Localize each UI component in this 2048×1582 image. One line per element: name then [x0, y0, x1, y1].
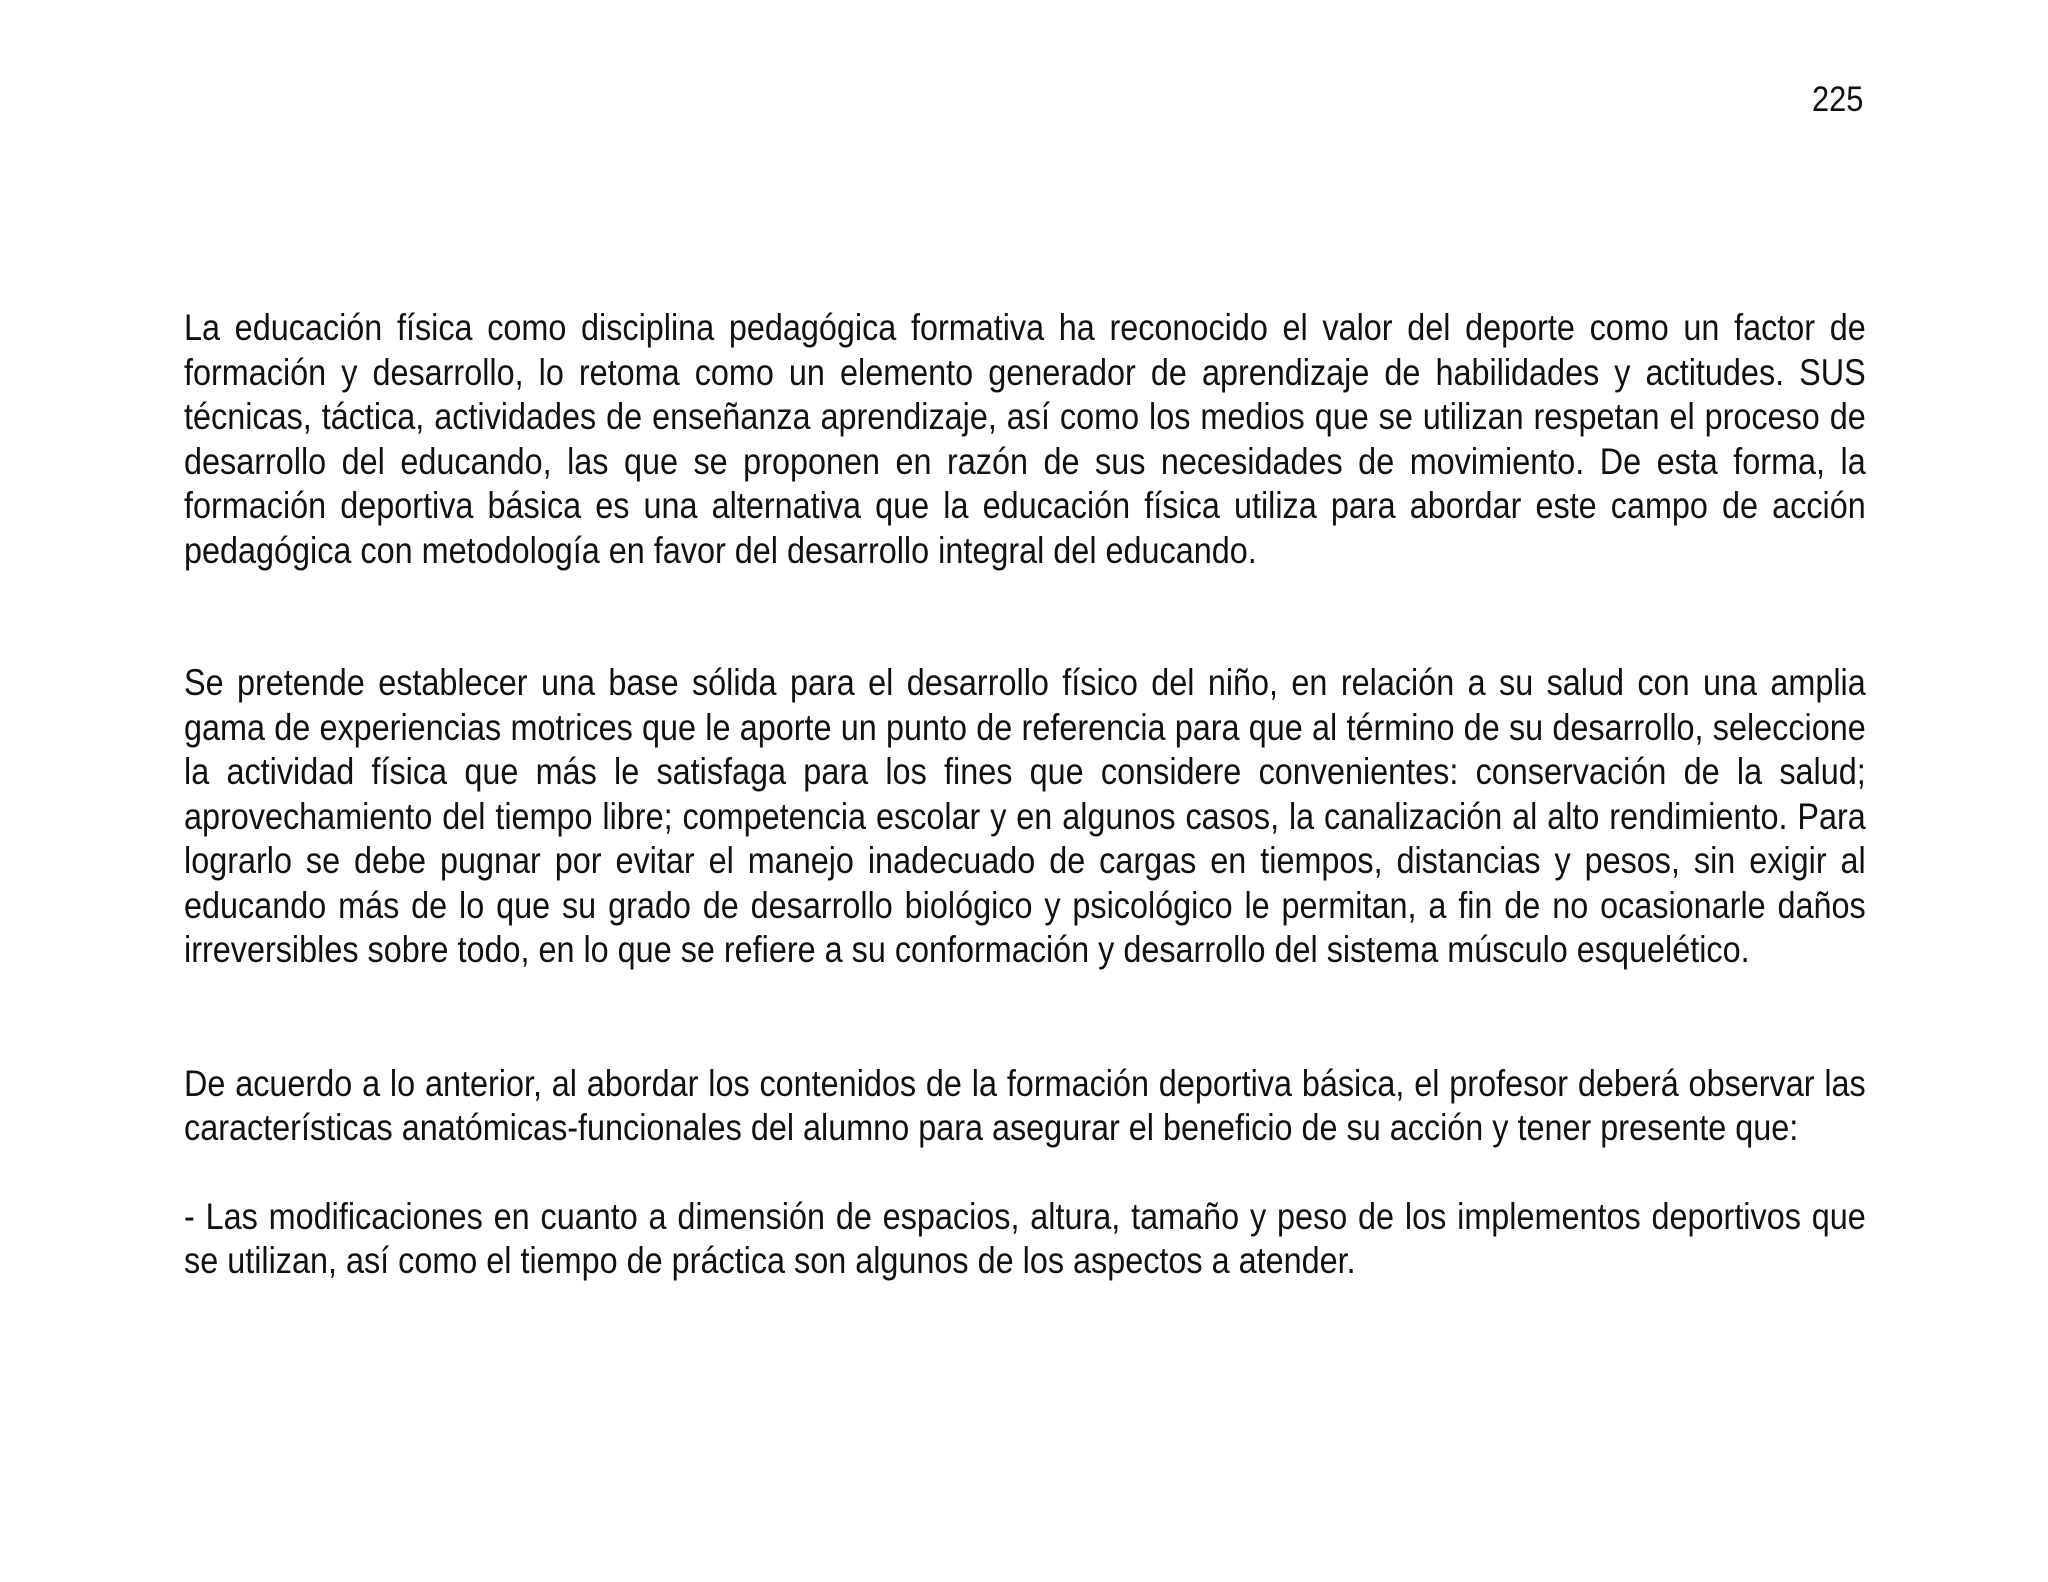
paragraph-physical-development: Se pretende establecer una base sólida para el desarrollo físico del niño, en relación a su salud con una amplia gama de experiencias motrices que le aporte un punto de referencia para que al término de su desarrollo, seleccione la actividad física que más le satisfaga para los fines que considere convenientes: conservación de la salud; aprovechamiento del tiempo libre; competencia escolar y en algunos casos, la canalización al alto rendimiento. Para lograrlo se debe pugnar por evitar el manejo inadecuado de cargas en tiempos, distancias y pesos, sin exigir al educando más de lo que su grado de desarrollo biológico y psicológico le permitan, a fin de no ocasionarle daños irreversibles sobre todo, en lo que se refiere a su conformación y desarrollo del sistema músculo esquelético. — [184, 662, 1866, 970]
paragraph-spacer — [184, 1151, 1866, 1195]
paragraph-sports-education: La educación física como disciplina pedagógica formativa ha reconocido el valor del deporte como un factor de formación y desarrollo, lo retoma como un elemento generador de aprendizaje de habilidades y actitudes. SUS técnicas, táctica, actividades de enseñanza aprendizaje, así como los medios que se utilizan respetan el proceso de desarrollo del educando, las que se proponen en razón de sus necesidades de movimiento. De esta forma, la formación deportiva básica es una alternativa que la educación física utiliza para abordar este campo de acción pedagógica con metodología en favor del desarrollo integral del educando. — [184, 307, 1866, 571]
page-number: 225 — [1811, 80, 1863, 119]
paragraph-spacer — [184, 573, 1866, 661]
paragraph-spacer — [184, 973, 1866, 1062]
paragraph-teacher-observation: De acuerdo a lo anterior, al abordar los contenidos de la formación deportiva básica, el profesor deberá observar las características anatómicas-funcionales del alumno para asegurar el beneficio de su acción y tener presente que: — [184, 1062, 1866, 1148]
list-item-equipment-modifications: - Las modificaciones en cuanto a dimensión de espacios, altura, tamaño y peso de los implementos deportivos que se utilizan, así como el tiempo de práctica son algunos de los aspectos a atender. — [184, 1195, 1866, 1281]
document-body — [184, 306, 1866, 1284]
